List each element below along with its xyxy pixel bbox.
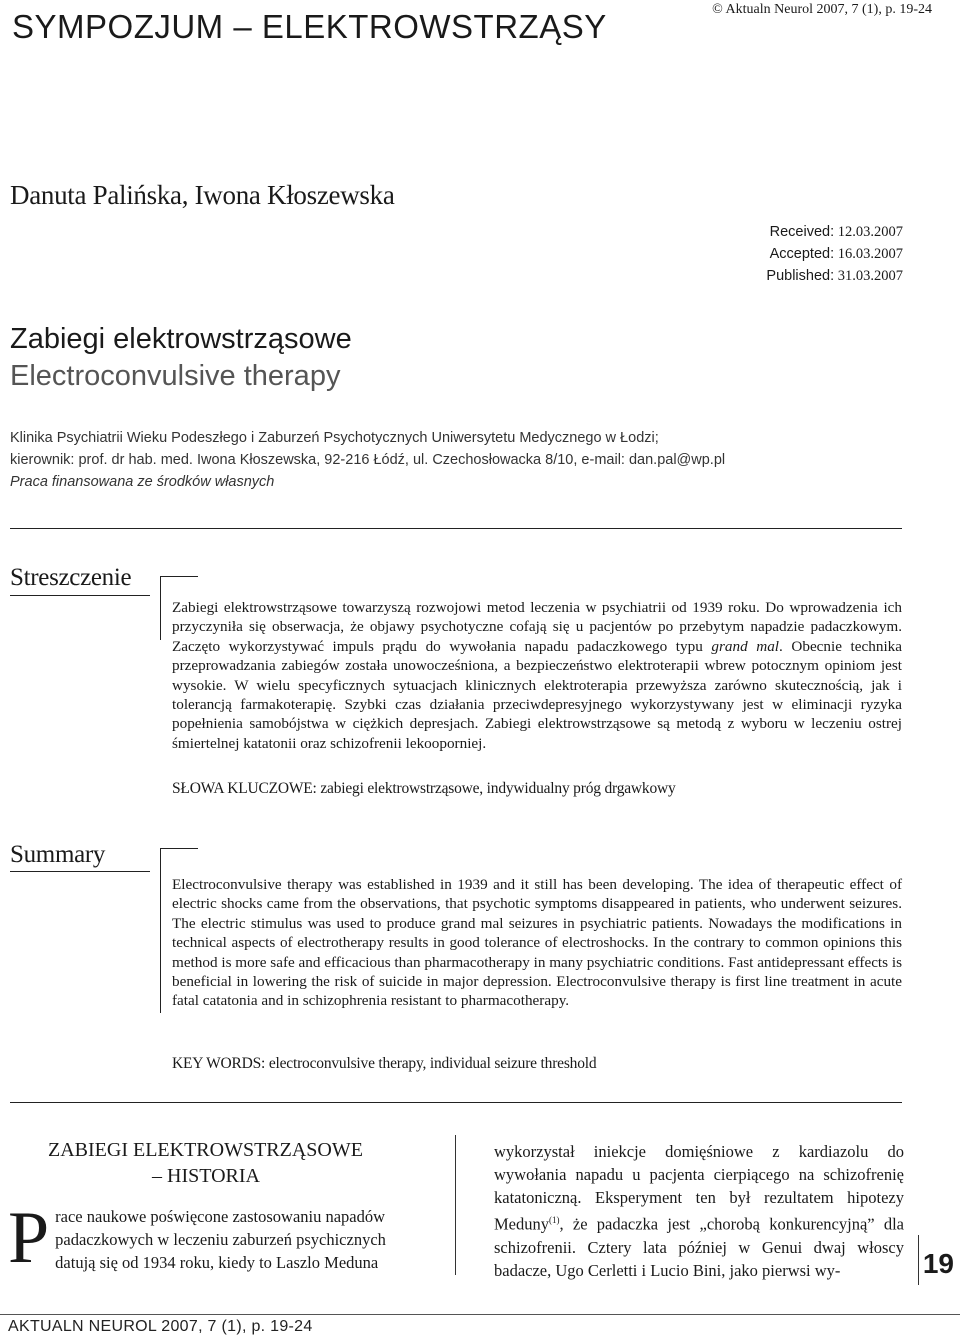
citation: © Aktualn Neurol 2007, 7 (1), p. 19-24 [712,2,932,17]
streszczenie-heading: Streszczenie [10,564,132,591]
streszczenie-italic-term: grand mal [711,637,780,655]
summary-heading: Summary [10,841,106,868]
right-column-body-b: , że padaczka jest „chorobą konkurencyjną” dla schizofrenii. Cztery lata później w Genui dwaj włoscy badacze, Ugo Cerletti i Lucio Bini, jako pierwsi wy- [494,1214,904,1280]
accepted-row [770,246,903,263]
citation-ref: (1) [549,1215,560,1225]
streszczenie-bracket [160,576,161,640]
summary-bracket [160,848,161,1013]
published-date: 31.03.2007 [837,268,903,284]
summary-keywords: KEY WORDS: electroconvulsive therapy, individual seizure threshold [172,1055,597,1072]
history-heading [48,1137,408,1189]
funding-note: Praca finansowana ze środków własnych [10,474,275,490]
streszczenie-keywords: SŁOWA KLUCZOWE: zabiegi elektrowstrząsowe, indywidualny próg drgawkowy [172,780,676,797]
received-label: Received: [769,224,835,240]
header-divider [10,528,902,529]
page-number-rule [918,1235,919,1285]
summary-bracket-cap [160,848,198,849]
streszczenie-body-continued: . Obecnie technika przeprowadzania zabiegów została unowocześniona, a bezpieczeństwo elektroterapii wbrew potocznym opiniom jest wysokie. W wielu specyficznych sytuacjach klinicznych elektroterapia przewyższa zarówno skutecznością, jak i tolerancją farmakoterapię. Szybki czas działania przeciwdepresyjnego wykorzystywany jest w eliminacji ryzyka popełnienia samobójstwa w ciężkich depresjach. Zabiegi elektrowstrząsowe są metodą z wyboru w leczeniu ostrej śmiertelnej katatonii oraz schizofrenii lekooporniej. [172,637,902,752]
published-label: Published: [766,268,835,284]
history-heading-line-2: – HISTORIA [152,1165,260,1187]
streszczenie-body: Zabiegi elektrowstrząsowe towarzyszą rozwojowi metod leczenia w psychiatrii od 1939 roku. Do wprowadzenia ich przyczyniła się obserwacja, że objawy psychotyczne cofają się u pacjentów po przebytym napadzie padaczkowym. Zaczęto wykorzystywać impuls prądu do wywołania napadu padaczkowego typu [172,599,902,655]
authors: Danuta Palińska, Iwona Kłoszewska [10,180,395,210]
page-number: 19 [922,1248,954,1279]
article-title-polish: Zabiegi elektrowstrząsowe [10,323,352,355]
left-column-body: race naukowe poświęcone zastosowaniu napadów padaczkowych w leczeniu zaburzeń psychicznych datują się od 1934 roku, kiedy to Laszlo Meduna [55,1207,386,1272]
accepted-label: Accepted: [769,246,835,262]
affiliation-line-1: Klinika Psychiatrii Wieku Podeszłego i Zaburzeń Psychotycznych Uniwersytetu Medycznego w Łodzi; [10,430,659,446]
column-divider [455,1135,456,1275]
right-column-text [494,1140,904,1282]
received-row [770,224,903,241]
left-column-text [8,1197,414,1279]
accepted-date: 16.03.2007 [837,246,903,262]
body-divider [10,1102,902,1103]
streszczenie-heading-underline [10,595,150,596]
streszczenie-text [172,598,902,753]
summary-heading-underline [10,871,150,872]
right-column-body-a: wykorzystał iniekcje domięśniowe z kardiazolu do wywołania napadu u pacjenta cierpiącego na schizofrenię katatoniczną. Eksperyment ten był rezultatem hipotezy Meduny [494,1142,904,1234]
article-title-english: Electroconvulsive therapy [10,360,341,392]
received-date: 12.03.2007 [837,224,903,240]
history-heading-line-1: ZABIEGI ELEKTROWSTRZĄSOWE [48,1139,363,1161]
summary-text: Electroconvulsive therapy was established in 1939 and it still has been developing. The idea of therapeutic effect of electric shocks came from the observations, that psychotic symptoms disappeared in patients, who underwent seizures. The electric stimulus was used to produce grand mal seizures in psychiatric patients. Nowadays the modifications in technical aspects of electrotherapy results in good tolerance of electroshocks. In the contrary to common opinions this method is more safe and efficacious than pharmacotherapy in many psychiatric conditions. Fast antidepressant effects is beneficial in lowering the risk of suicide in major depression. Electroconvulsive therapy is first line treatment in acute fatal catatonia and in schizophrenia resistant to pharmacotherapy. [172,876,902,1010]
section-title: SYMPOZJUM – ELEKTROWSTRZĄSY [12,8,607,45]
footer-rule [0,1314,960,1315]
published-row [766,268,903,285]
drop-cap: P [8,1197,50,1279]
streszczenie-bracket-cap [160,576,198,577]
affiliation-line-2: kierownik: prof. dr hab. med. Iwona Kłoszewska, 92-216 Łódź, ul. Czechosłowacka 8/10, e-mail: dan.pal@wp.pl [10,452,726,468]
footer-citation: AKTUALN NEUROL 2007, 7 (1), p. 19-24 [8,1318,313,1335]
